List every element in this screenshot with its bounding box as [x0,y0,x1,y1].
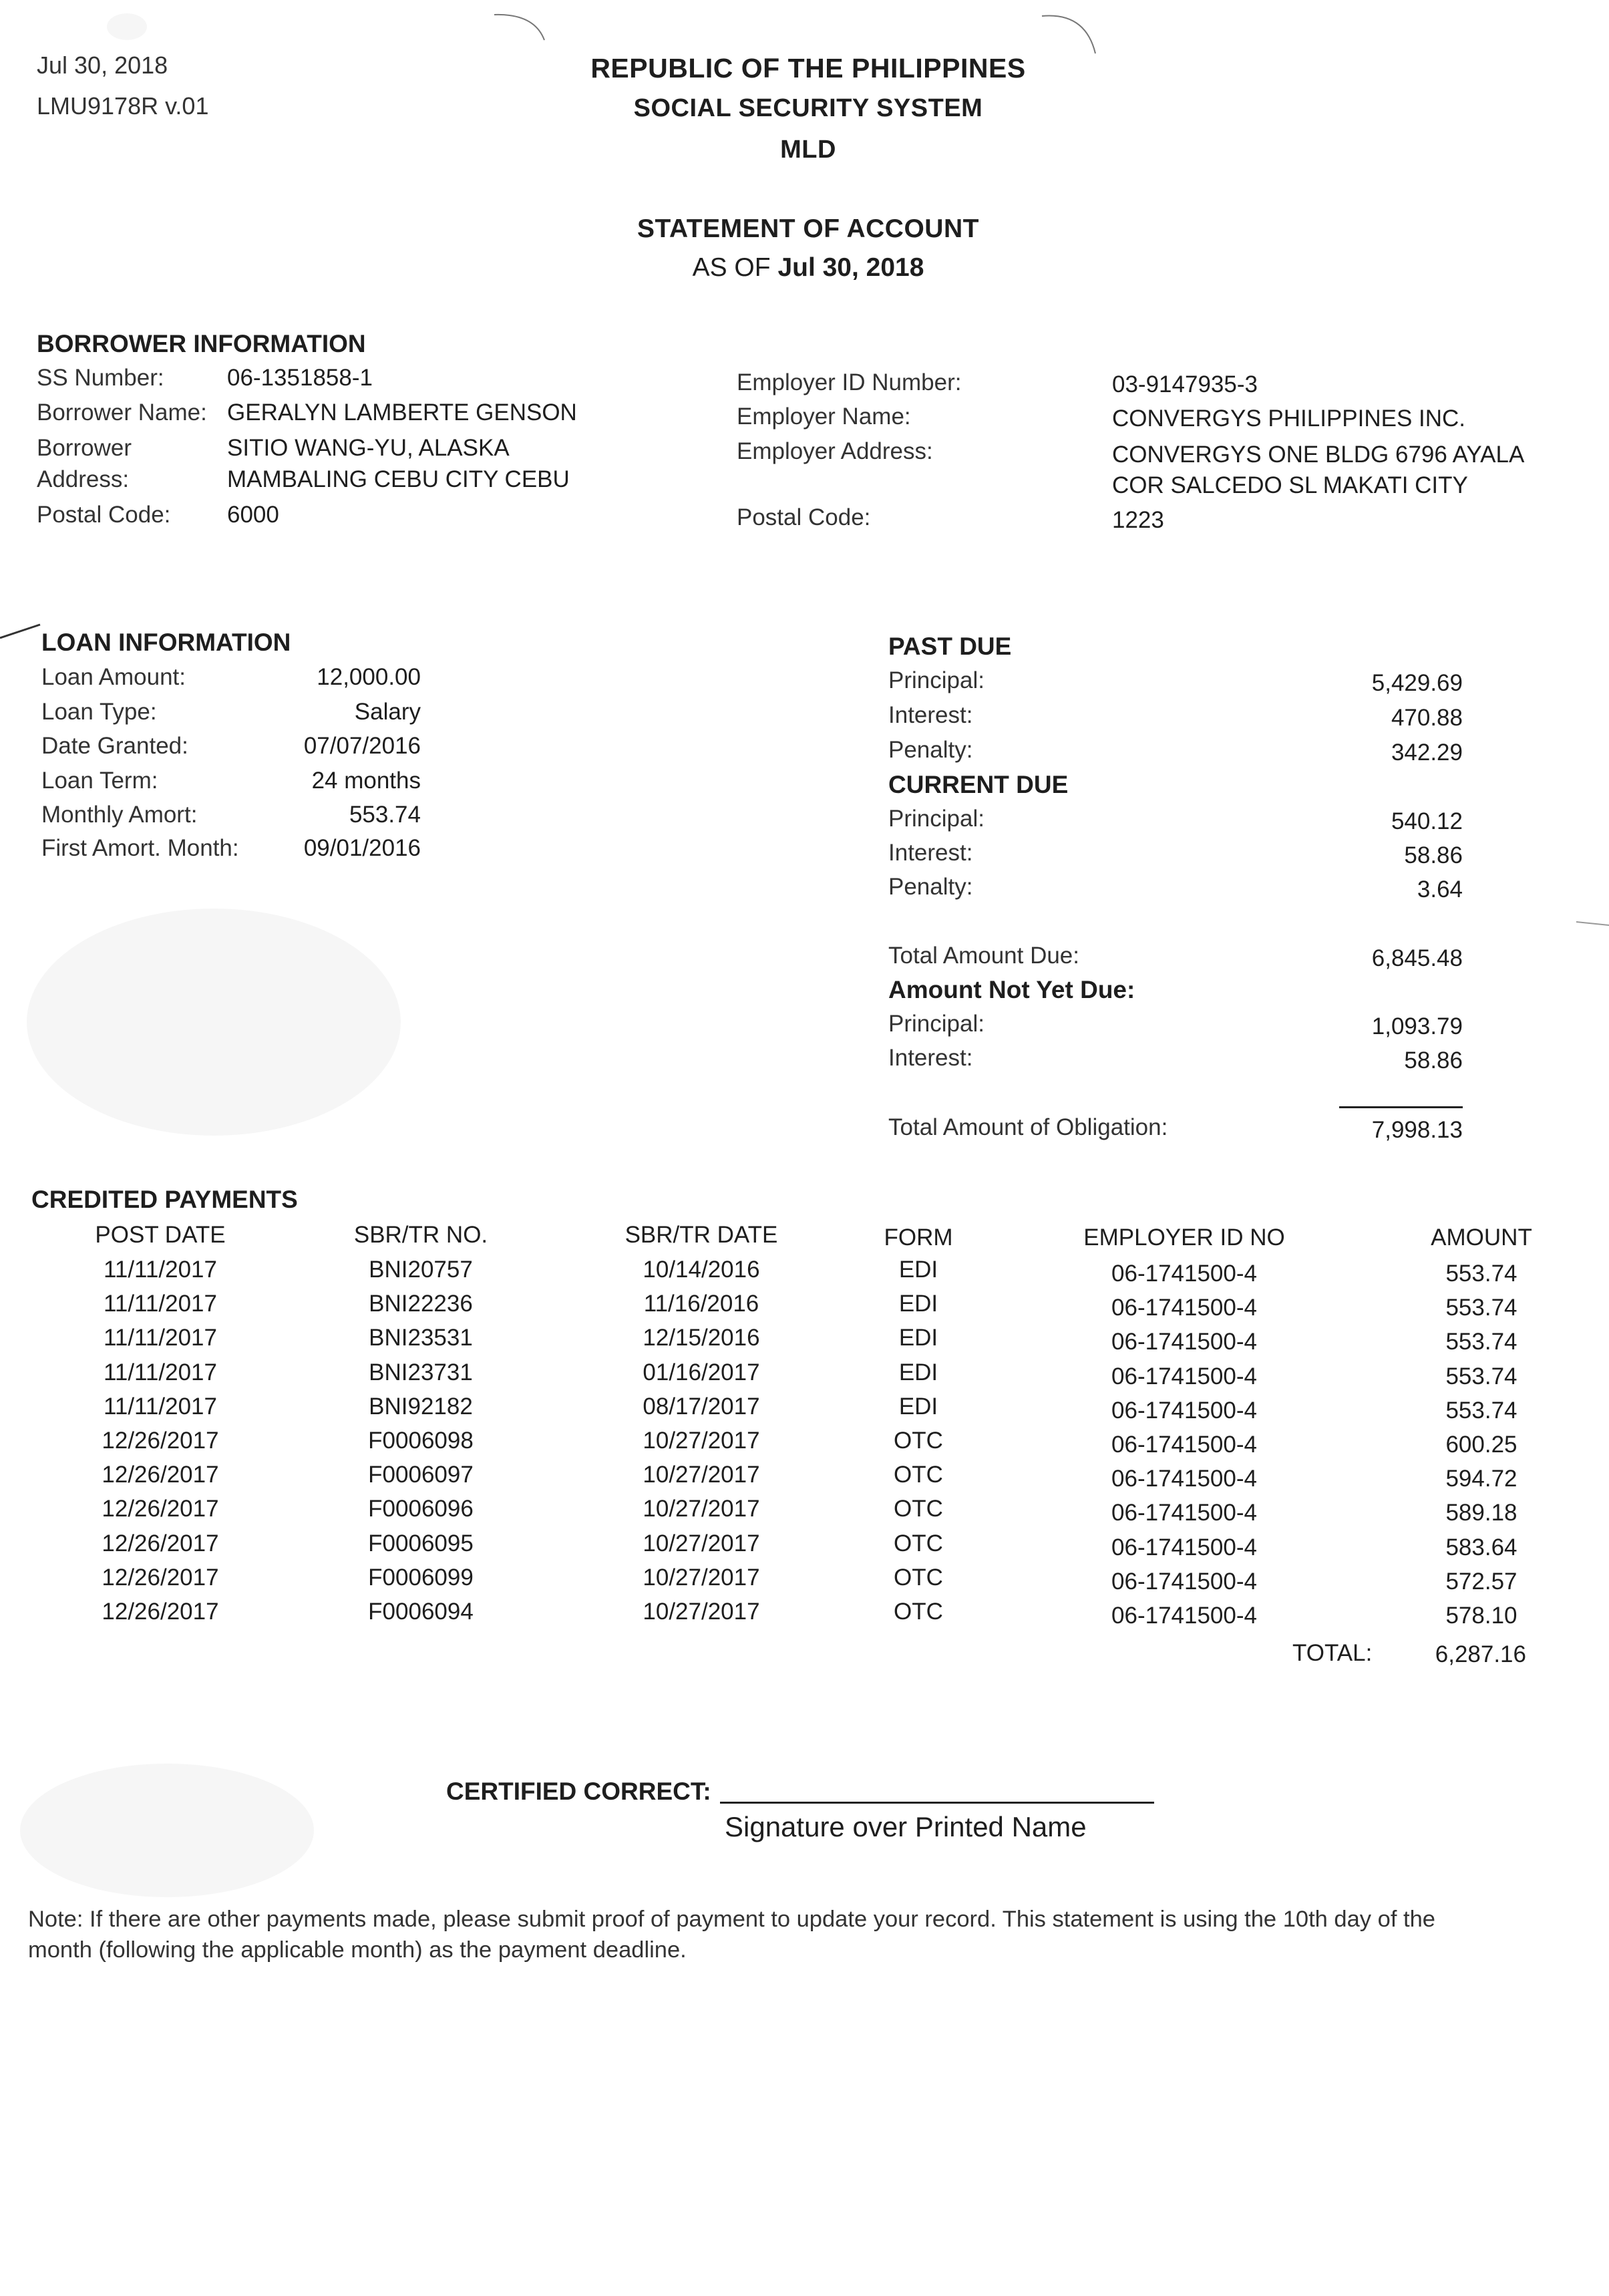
cell-form: OTC [894,1599,943,1625]
total-due-label: Total Amount Due: [888,943,1079,969]
monthly-amort-label: Monthly Amort: [41,802,198,828]
cell-form: OTC [894,1428,943,1454]
cell-sbr-tr-date: 10/27/2017 [643,1530,760,1556]
column-header-amount: AMOUNT [1431,1224,1532,1251]
column-header-post-date: POST DATE [95,1222,226,1248]
cell-sbr-tr-no: BNI23531 [369,1325,473,1351]
cell-sbr-tr-no: F0006094 [368,1599,474,1625]
cell-amount: 553.74 [1445,1295,1517,1321]
monthly-amort-value: 553.74 [349,802,421,828]
borrower-address-label-2: Address: [37,466,130,492]
cell-post-date: 11/11/2017 [104,1359,217,1385]
borrower-name-value: GERALYN LAMBERTE GENSON [227,399,577,426]
obligation-value: 7,998.13 [1371,1117,1463,1143]
cell-post-date: 11/11/2017 [104,1257,217,1283]
first-amort-value: 09/01/2016 [303,835,421,861]
employer-id-value: 03-9147935-3 [1112,371,1258,397]
cell-amount: 589.18 [1445,1500,1517,1526]
past-due-interest-value: 470.88 [1391,705,1463,731]
cell-sbr-tr-no: BNI20757 [369,1257,473,1283]
cell-form: EDI [898,1291,938,1317]
cell-post-date: 12/26/2017 [102,1564,219,1591]
division-name: MLD [780,136,836,164]
cell-sbr-tr-date: 12/15/2016 [643,1325,760,1351]
employer-postal-label: Postal Code: [737,504,871,530]
cell-sbr-tr-date: 10/14/2016 [643,1257,760,1283]
cell-employer-id-no: 06-1741500-4 [1111,1261,1257,1287]
cell-form: EDI [898,1359,938,1385]
cell-amount: 594.72 [1445,1466,1517,1492]
cell-employer-id-no: 06-1741500-4 [1111,1363,1257,1389]
cell-sbr-tr-no: BNI22236 [369,1291,473,1317]
as-of-label: AS OF [692,253,771,282]
employer-postal-value: 1223 [1112,507,1164,533]
current-due-principal-label: Principal: [888,806,985,832]
cell-employer-id-no: 06-1741500-4 [1111,1432,1257,1458]
cell-post-date: 12/26/2017 [102,1530,219,1556]
cell-employer-id-no: 06-1741500-4 [1111,1568,1257,1595]
column-header-sbr-tr-date: SBR/TR DATE [624,1222,778,1248]
cell-sbr-tr-date: 11/16/2016 [643,1291,759,1317]
cell-post-date: 12/26/2017 [102,1428,219,1454]
total-due-value: 6,845.48 [1371,945,1463,971]
current-due-interest-value: 58.86 [1404,842,1463,868]
cell-employer-id-no: 06-1741500-4 [1111,1397,1257,1424]
employer-id-label: Employer ID Number: [737,369,962,395]
first-amort-label: First Amort. Month: [41,835,239,861]
cell-sbr-tr-no: BNI92182 [369,1393,473,1420]
loan-type-value: Salary [354,699,421,725]
obligation-rule [1339,1106,1463,1108]
signature-line [720,1802,1154,1804]
cell-post-date: 11/11/2017 [104,1393,217,1420]
borrower-name-label: Borrower Name: [37,399,207,426]
employer-name-label: Employer Name: [737,403,911,430]
cell-amount: 553.74 [1445,1261,1517,1287]
not-yet-due-principal-value: 1,093.79 [1371,1013,1463,1039]
cell-form: EDI [898,1325,938,1351]
cell-sbr-tr-no: F0006099 [368,1564,474,1591]
scan-smudge [27,909,401,1136]
borrower-postal-value: 6000 [227,502,279,528]
cell-employer-id-no: 06-1741500-4 [1111,1500,1257,1526]
cell-employer-id-no: 06-1741500-4 [1111,1329,1257,1355]
ss-number-label: SS Number: [37,365,164,391]
certified-correct-label: CERTIFIED CORRECT: [446,1778,711,1805]
cell-employer-id-no: 06-1741500-4 [1111,1603,1257,1629]
past-due-penalty-label: Penalty: [888,737,973,763]
loan-amount-label: Loan Amount: [41,664,186,690]
cell-sbr-tr-no: F0006098 [368,1428,474,1454]
document-title: STATEMENT OF ACCOUNT [637,214,979,243]
cell-amount: 553.74 [1445,1329,1517,1355]
cell-post-date: 11/11/2017 [104,1325,217,1351]
cell-form: EDI [898,1393,938,1420]
cell-amount: 553.74 [1445,1363,1517,1389]
cell-sbr-tr-date: 10/27/2017 [643,1462,760,1488]
cell-post-date: 12/26/2017 [102,1496,219,1522]
cell-form: OTC [894,1462,943,1488]
current-due-penalty-value: 3.64 [1417,876,1463,903]
ss-number-value: 06-1351858-1 [227,365,373,391]
agency-title: REPUBLIC OF THE PHILIPPINES [590,53,1026,84]
cell-sbr-tr-date: 10/27/2017 [643,1428,760,1454]
current-due-interest-label: Interest: [888,840,973,866]
obligation-label: Total Amount of Obligation: [888,1114,1168,1140]
cell-amount: 572.57 [1445,1568,1517,1595]
note-line-1: Note: If there are other payments made, please submit proof of payment to update your record. This statement is using the 10th day of the [28,1907,1435,1932]
cell-sbr-tr-date: 08/17/2017 [643,1393,760,1420]
cell-amount: 553.74 [1445,1397,1517,1424]
column-header-form: FORM [884,1224,953,1251]
past-due-principal-label: Principal: [888,667,985,693]
cell-sbr-tr-date: 10/27/2017 [643,1564,760,1591]
date-granted-label: Date Granted: [41,733,188,759]
cell-form: EDI [898,1257,938,1283]
cell-amount: 578.10 [1445,1603,1517,1629]
cell-form: OTC [894,1564,943,1591]
cell-post-date: 12/26/2017 [102,1462,219,1488]
employer-name-value: CONVERGYS PHILIPPINES INC. [1112,405,1466,432]
loan-section-title: LOAN INFORMATION [41,629,291,656]
cell-sbr-tr-date: 10/27/2017 [643,1496,760,1522]
cell-sbr-tr-no: F0006096 [368,1496,474,1522]
scan-smudge [107,13,147,40]
past-due-principal-value: 5,429.69 [1371,670,1463,696]
payments-total-value: 6,287.16 [1435,1641,1526,1667]
borrower-address-line1: SITIO WANG-YU, ALASKA [227,435,510,461]
signature-caption: Signature over Printed Name [725,1811,1087,1842]
note-line-2: month (following the applicable month) as the payment deadline. [28,1937,687,1963]
past-due-interest-label: Interest: [888,702,973,728]
employer-address-line2: COR SALCEDO SL MAKATI CITY [1112,472,1468,498]
borrower-address-line2: MAMBALING CEBU CITY CEBU [227,466,570,492]
column-header-sbr-tr-no: SBR/TR NO. [353,1222,488,1248]
column-header-employer-id-no: EMPLOYER ID NO [1083,1224,1285,1251]
cell-amount: 583.64 [1445,1534,1517,1561]
loan-term-label: Loan Term: [41,768,158,794]
cell-form: OTC [894,1530,943,1556]
cell-sbr-tr-no: F0006097 [368,1462,474,1488]
loan-amount-value: 12,000.00 [317,664,421,690]
not-yet-due-principal-label: Principal: [888,1011,985,1037]
cell-sbr-tr-no: BNI23731 [369,1359,473,1385]
not-yet-due-interest-value: 58.86 [1404,1047,1463,1074]
past-due-title: PAST DUE [888,633,1012,660]
past-due-penalty-value: 342.29 [1391,740,1463,766]
date-granted-value: 07/07/2016 [303,733,421,759]
current-due-principal-value: 540.12 [1391,808,1463,834]
cell-employer-id-no: 06-1741500-4 [1111,1295,1257,1321]
current-due-title: CURRENT DUE [888,771,1069,798]
cell-amount: 600.25 [1445,1432,1517,1458]
current-due-penalty-label: Penalty: [888,874,973,900]
not-yet-due-interest-label: Interest: [888,1045,973,1071]
borrower-section-title: BORROWER INFORMATION [37,330,366,357]
payments-section-title: CREDITED PAYMENTS [31,1186,298,1213]
cell-post-date: 12/26/2017 [102,1599,219,1625]
employer-address-line1: CONVERGYS ONE BLDG 6796 AYALA [1112,442,1525,468]
as-of-line [494,253,1122,284]
cell-employer-id-no: 06-1741500-4 [1111,1466,1257,1492]
loan-term-value: 24 months [311,768,421,794]
cell-form: OTC [894,1496,943,1522]
loan-type-label: Loan Type: [41,699,157,725]
cell-sbr-tr-date: 10/27/2017 [643,1599,760,1625]
form-code: LMU9178R v.01 [37,92,209,120]
agency-subtitle: SOCIAL SECURITY SYSTEM [633,94,983,122]
borrower-postal-label: Postal Code: [37,502,171,528]
not-yet-due-title: Amount Not Yet Due: [888,976,1135,1003]
as-of-date: Jul 30, 2018 [777,253,924,282]
cell-sbr-tr-date: 01/16/2017 [643,1359,760,1385]
scan-smudge [20,1764,314,1897]
payments-total-label: TOTAL: [1292,1640,1373,1666]
borrower-address-label: Borrower [37,435,132,461]
cell-post-date: 11/11/2017 [104,1291,217,1317]
cell-employer-id-no: 06-1741500-4 [1111,1534,1257,1561]
cell-sbr-tr-no: F0006095 [368,1530,474,1556]
employer-address-label: Employer Address: [737,438,933,464]
print-date: Jul 30, 2018 [37,51,168,79]
